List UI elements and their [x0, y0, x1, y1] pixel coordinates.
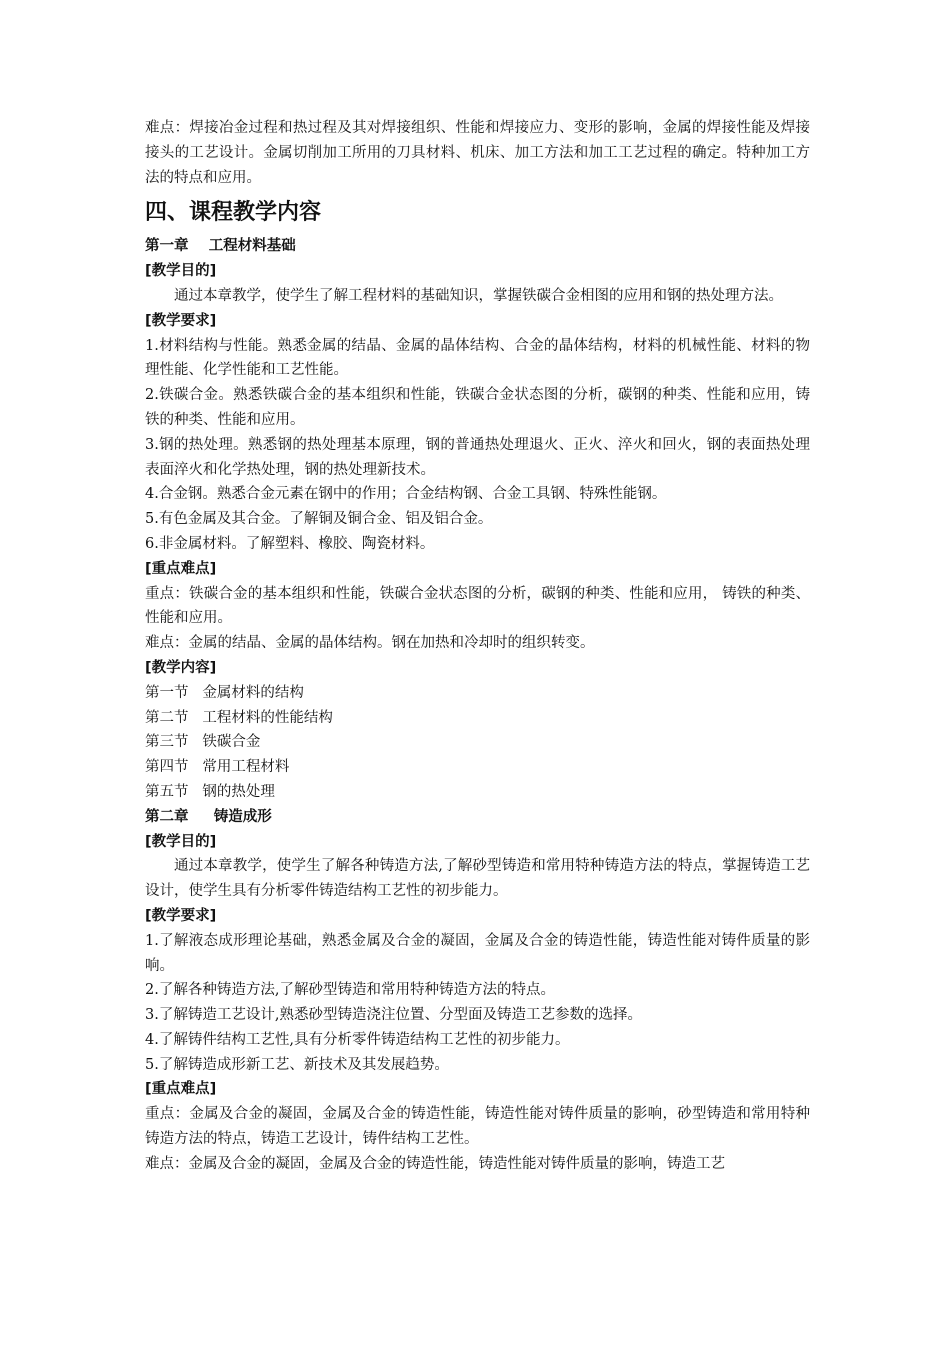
chapter1-section-2: 第二节 工程材料的性能结构 [145, 709, 333, 726]
chapter2-requirements-label: [教学要求] [145, 907, 217, 924]
chapter1-requirement-5: 5.有色金属及其合金。了解铜及铜合金、铝及铝合金。 [145, 511, 493, 528]
chapter1-requirement-1: 1.材料结构与性能。熟悉金属的结晶、金属的晶体结构、合金的晶体结构，材料的机械性能、材料的物理性能、化学性能和工艺性能。 [145, 337, 810, 379]
chapter2-requirement-1: 1.了解液态成形理论基础，熟悉金属及合金的凝固，金属及合金的铸造性能，铸造性能对铸件质量的影响。 [145, 932, 810, 974]
page-content [145, 116, 810, 1177]
chapter1-section-5: 第五节 钢的热处理 [145, 783, 275, 800]
chapter1-title: 第一章 工程材料基础 [145, 238, 296, 255]
chapter2-keypoints-label: [重点难点] [145, 1081, 217, 1098]
chapter2-key: 重点：金属及合金的凝固，金属及合金的铸造性能，铸造性能对铸件质量的影响，砂型铸造和常用特种铸造方法的特点，铸造工艺设计，铸件结构工艺性。 [145, 1106, 810, 1148]
chapter1-content-label: [教学内容] [145, 659, 217, 676]
chapter2-requirement-2: 2.了解各种铸造方法,了解砂型铸造和常用特种铸造方法的特点。 [145, 982, 555, 999]
intro-difficulty-paragraph: 难点：焊接冶金过程和热过程及其对焊接组织、性能和焊接应力、变形的影响，金属的焊接性能及焊接接头的工艺设计。金属切削加工所用的刀具材料、机床、加工方法和加工工艺过程的确定。特种加工方法的特点和应用。 [145, 120, 810, 186]
chapter1-section-1: 第一节 金属材料的结构 [145, 684, 304, 701]
chapter1-requirement-6: 6.非金属材料。了解塑料、橡胶、陶瓷材料。 [145, 535, 435, 552]
chapter1-keypoints-label: [重点难点] [145, 560, 217, 577]
chapter1-key: 重点：铁碳合金的基本组织和性能，铁碳合金状态图的分析，碳钢的种类、性能和应用， 铸铁的种类、性能和应用。 [145, 585, 810, 627]
chapter2-title: 第二章 铸造成形 [145, 808, 272, 825]
chapter2-difficulty: 难点：金属及合金的凝固，金属及合金的铸造性能，铸造性能对铸件质量的影响，铸造工艺 [145, 1155, 725, 1172]
chapter1-purpose-label: [教学目的] [145, 263, 217, 280]
chapter1-requirement-4: 4.合金钢。熟悉合金元素在钢中的作用；合金结构钢、合金工具钢、特殊性能钢。 [145, 486, 667, 503]
chapter2-requirement-4: 4.了解铸件结构工艺性,具有分析零件铸造结构工艺性的初步能力。 [145, 1031, 570, 1048]
chapter1-difficulty: 难点：金属的结晶、金属的晶体结构。钢在加热和冷却时的组织转变。 [145, 635, 595, 652]
chapter1-purpose: 通过本章教学，使学生了解工程材料的基础知识，掌握铁碳合金相图的应用和钢的热处理方法。 [174, 287, 783, 304]
section-title: 四、课程教学内容 [145, 200, 322, 226]
chapter1-requirement-3: 3.钢的热处理。熟悉钢的热处理基本原理，钢的普通热处理退火、正火、淬火和回火，钢的表面热处理表面淬火和化学热处理，钢的热处理新技术。 [145, 436, 810, 478]
chapter2-requirement-5: 5.了解铸造成形新工艺、新技术及其发展趋势。 [145, 1056, 449, 1073]
chapter1-requirements-label: [教学要求] [145, 312, 217, 329]
chapter2-requirement-3: 3.了解铸造工艺设计,熟悉砂型铸造浇注位置、分型面及铸造工艺参数的选择。 [145, 1007, 642, 1024]
chapter2-purpose-label: [教学目的] [145, 833, 217, 850]
chapter1-requirement-2: 2.铁碳合金。熟悉铁碳合金的基本组织和性能，铁碳合金状态图的分析，碳钢的种类、性能和应用，铸铁的种类、性能和应用。 [145, 387, 810, 428]
chapter1-section-3: 第三节 铁碳合金 [145, 734, 261, 751]
chapter1-section-4: 第四节 常用工程材料 [145, 759, 290, 776]
chapter2-purpose: 通过本章教学，使学生了解各种铸造方法,了解砂型铸造和常用特种铸造方法的特点，掌握铸造工艺设计，使学生具有分析零件铸造结构工艺性的初步能力。 [145, 858, 810, 900]
